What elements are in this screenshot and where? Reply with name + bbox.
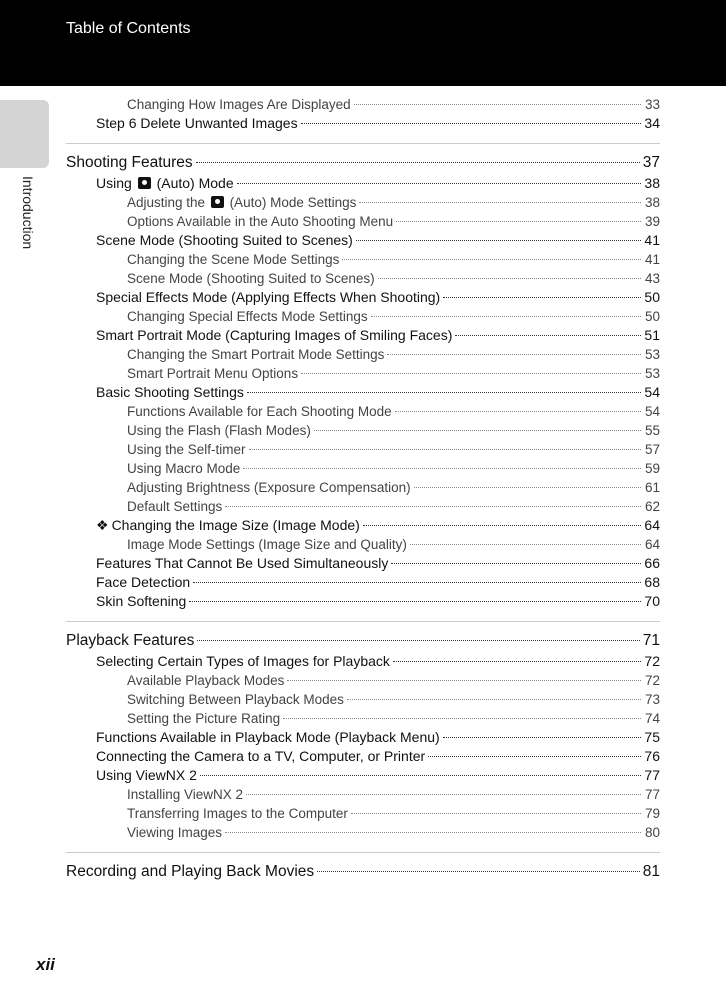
toc-entry-title <box>127 440 246 459</box>
toc-entry-title <box>127 690 344 709</box>
toc-title-text: Changing the Image Size (Image Mode) <box>111 517 360 533</box>
toc-title-part: (Auto) Mode Settings <box>225 195 357 210</box>
toc-title-text: Face Detection <box>96 574 191 590</box>
toc-subsection[interactable] <box>66 402 660 421</box>
toc-subsection[interactable] <box>66 671 660 690</box>
toc-entry-title <box>96 174 234 193</box>
toc-page-number: 50 <box>644 309 660 324</box>
dot-leader <box>301 123 641 124</box>
toc-entry-title <box>127 535 407 554</box>
toc-page-number: 53 <box>644 347 660 362</box>
dot-leader <box>314 430 641 431</box>
toc-subsection[interactable] <box>66 785 660 804</box>
toc-entry-title <box>127 709 280 728</box>
toc-title-text: Transferring Images to the Computer <box>127 806 348 821</box>
toc-entry-title <box>96 326 452 345</box>
toc-subsection[interactable] <box>66 804 660 823</box>
section-tab[interactable] <box>0 100 49 168</box>
toc-entry-title <box>66 152 193 174</box>
toc-title-text: Playback Features <box>66 632 195 649</box>
toc-section[interactable] <box>66 747 660 766</box>
toc-page-number: 39 <box>644 214 660 229</box>
page-number: xii <box>36 955 55 974</box>
toc-page-number: 55 <box>644 423 660 438</box>
toc-title-text: Basic Shooting Settings <box>96 384 244 400</box>
toc-page-number: 54 <box>644 404 660 419</box>
dot-leader <box>246 794 641 795</box>
toc-entry-title <box>96 747 425 766</box>
toc-page-number: 76 <box>644 748 660 764</box>
toc-page-number: 33 <box>644 97 660 112</box>
toc-section[interactable] <box>66 573 660 592</box>
dot-leader <box>410 544 641 545</box>
toc-title-text: Installing ViewNX 2 <box>127 787 244 802</box>
toc-title-text: Changing Special Effects Mode Settings <box>127 309 368 324</box>
dot-leader <box>351 813 641 814</box>
toc-entry-title <box>96 652 390 671</box>
toc-subsection[interactable] <box>66 345 660 364</box>
toc-page-number: 57 <box>644 442 660 457</box>
toc-section[interactable] <box>66 554 660 573</box>
toc-title-text: Adjusting Brightness (Exposure Compensation) <box>127 480 411 495</box>
toc-subsection[interactable] <box>66 497 660 516</box>
toc-page-number: 38 <box>644 175 660 191</box>
toc-section[interactable] <box>66 231 660 250</box>
toc-title-text: Selecting Certain Types of Images for Playback <box>96 653 390 669</box>
toc-page-number: 50 <box>644 289 660 305</box>
toc-entry-title <box>96 516 360 535</box>
dot-leader <box>301 373 641 374</box>
toc-chapter[interactable] <box>66 630 660 652</box>
toc-entry-title <box>96 766 197 785</box>
dot-leader <box>317 871 640 872</box>
toc-entry-title <box>96 114 298 133</box>
toc-subsection[interactable] <box>66 459 660 478</box>
dot-leader <box>356 240 641 241</box>
toc-title-text: Special Effects Mode (Applying Effects When Shooting) <box>96 289 441 305</box>
toc-title-text: Using the Flash (Flash Modes) <box>127 423 311 438</box>
toc-title-text: Changing How Images Are Displayed <box>127 97 351 112</box>
toc-page-number: 77 <box>644 787 660 802</box>
toc-page-number: 77 <box>644 767 660 783</box>
toc-page-number: 54 <box>644 384 660 400</box>
toc-page-number: 61 <box>644 480 660 495</box>
dot-leader <box>354 104 641 105</box>
toc-section[interactable] <box>66 592 660 611</box>
toc-page-number: 81 <box>642 863 660 880</box>
toc-page-number: 70 <box>644 593 660 609</box>
toc-section[interactable] <box>66 174 660 193</box>
dot-leader <box>225 506 641 507</box>
toc-title-text: Image Mode Settings (Image Size and Quality) <box>127 537 407 552</box>
camera-icon <box>138 177 151 189</box>
toc-subsection[interactable] <box>66 212 660 231</box>
toc-page-number: 72 <box>644 653 660 669</box>
toc-title-text: Functions Available in Playback Mode (Playback Menu) <box>96 729 440 745</box>
section-tab-label: Introduction <box>20 176 36 250</box>
dot-leader <box>193 582 641 583</box>
toc-entry-title <box>127 421 311 440</box>
toc-title-text: Setting the Picture Rating <box>127 711 281 726</box>
dot-leader <box>391 563 641 564</box>
toc-title-text: Options Available in the Auto Shooting Menu <box>127 214 394 229</box>
toc-entry-title <box>96 288 440 307</box>
toc-title-text: Changing the Smart Portrait Mode Settings <box>127 347 385 362</box>
toc-page-number: 72 <box>644 673 660 688</box>
toc-section[interactable] <box>66 652 660 671</box>
section-divider <box>66 143 660 144</box>
dot-leader <box>395 411 641 412</box>
dot-leader <box>197 640 639 641</box>
toc-title-part: Using <box>96 175 136 191</box>
toc-page-number: 51 <box>644 327 660 343</box>
toc-title-text: Scene Mode (Shooting Suited to Scenes) <box>127 271 375 286</box>
toc-page-number: 53 <box>644 366 660 381</box>
toc-chapter[interactable] <box>66 152 660 174</box>
toc-page-number: 74 <box>644 711 660 726</box>
toc-subsection[interactable] <box>66 421 660 440</box>
toc-page-number: 41 <box>644 252 660 267</box>
toc-page-number: 43 <box>644 271 660 286</box>
toc-subsection[interactable] <box>66 535 660 554</box>
toc-entry-title <box>127 345 384 364</box>
toc-subsection[interactable] <box>66 307 660 326</box>
toc-page-number: 73 <box>644 692 660 707</box>
dot-leader <box>283 718 641 719</box>
section-divider <box>66 852 660 853</box>
toc-title-text: Shooting Features <box>66 154 193 171</box>
dot-leader <box>363 525 641 526</box>
toc-subsection[interactable] <box>66 250 660 269</box>
toc-entry-title <box>96 573 190 592</box>
toc-subsection[interactable] <box>66 193 660 212</box>
dot-leader <box>371 316 641 317</box>
toc-entry-title <box>127 250 339 269</box>
toc-page-number: 59 <box>644 461 660 476</box>
toc-title-text: Changing the Scene Mode Settings <box>127 252 340 267</box>
toc-title-text: Skin Softening <box>96 593 187 609</box>
toc-entry-title <box>127 478 411 497</box>
dot-leader <box>428 756 641 757</box>
toc-page-number: 38 <box>644 195 660 210</box>
dot-leader <box>396 221 641 222</box>
toc-title-text: Step 6 Delete Unwanted Images <box>96 115 298 131</box>
toc-subsection[interactable] <box>66 269 660 288</box>
toc-title-text: Scene Mode (Shooting Suited to Scenes) <box>96 232 353 248</box>
dot-leader <box>189 601 641 602</box>
dot-leader <box>443 737 641 738</box>
toc-title-text: Viewing Images <box>127 825 223 840</box>
toc-section[interactable] <box>66 326 660 345</box>
toc-entry-title <box>127 307 368 326</box>
toc-entry-title <box>96 728 440 747</box>
toc-entry-title <box>127 212 393 231</box>
toc-subsection[interactable] <box>66 690 660 709</box>
toc-page-number: 79 <box>644 806 660 821</box>
toc-entry-title <box>127 269 375 288</box>
toc-page-number: 68 <box>644 574 660 590</box>
toc-entry-title <box>127 364 298 383</box>
toc-page-number: 64 <box>644 517 660 533</box>
toc-entry-title <box>127 671 284 690</box>
toc-title-part: (Auto) Mode <box>152 175 234 191</box>
toc-title-text: Using Macro Mode <box>127 461 241 476</box>
toc-title-text: Features That Cannot Be Used Simultaneously <box>96 555 389 571</box>
dot-leader <box>387 354 641 355</box>
dot-leader <box>455 335 641 336</box>
toc-subsection[interactable] <box>66 95 660 114</box>
toc-title-text: Smart Portrait Mode (Capturing Images of Smiling Faces) <box>96 327 453 343</box>
toc-page-number: 37 <box>642 154 660 171</box>
toc-entry-title <box>66 630 194 652</box>
section-divider <box>66 621 660 622</box>
toc-section[interactable] <box>66 728 660 747</box>
toc-title-text: Using ViewNX 2 <box>96 767 197 783</box>
toc-entry-title <box>127 95 351 114</box>
toc-chapter[interactable] <box>66 861 660 883</box>
toc-page-number: 66 <box>644 555 660 571</box>
dot-leader <box>443 297 641 298</box>
toc-entry-title <box>127 497 222 516</box>
image-mode-icon: ❖ <box>96 517 109 533</box>
toc-subsection[interactable] <box>66 823 660 842</box>
toc-subsection[interactable] <box>66 478 660 497</box>
toc-entry-title <box>127 804 348 823</box>
dot-leader <box>347 699 641 700</box>
toc-page-number: 71 <box>642 632 660 649</box>
toc-page-number: 75 <box>644 729 660 745</box>
toc-entry-title <box>96 231 353 250</box>
toc-title-text: Default Settings <box>127 499 223 514</box>
toc-section[interactable] <box>66 383 660 402</box>
page-header <box>0 0 726 86</box>
dot-leader <box>200 775 641 776</box>
toc-page-number: 80 <box>644 825 660 840</box>
dot-leader <box>249 449 641 450</box>
toc-title-text: Recording and Playing Back Movies <box>66 863 315 880</box>
header-title: Table of Contents <box>66 20 191 37</box>
dot-leader <box>414 487 641 488</box>
camera-icon <box>211 196 224 208</box>
toc-subsection[interactable] <box>66 364 660 383</box>
toc-title-text: Connecting the Camera to a TV, Computer, or Printer <box>96 748 426 764</box>
toc-title-text: Smart Portrait Menu Options <box>127 366 299 381</box>
toc-entry-title <box>127 823 222 842</box>
dot-leader <box>393 661 641 662</box>
dot-leader <box>196 162 640 163</box>
toc-section[interactable] <box>66 516 660 535</box>
dot-leader <box>378 278 641 279</box>
toc-section[interactable] <box>66 288 660 307</box>
toc-section[interactable] <box>66 766 660 785</box>
toc-subsection[interactable] <box>66 709 660 728</box>
toc-page-number: 34 <box>644 115 660 131</box>
dot-leader <box>247 392 641 393</box>
toc-entry-title <box>66 861 314 883</box>
toc-entry-title <box>96 592 186 611</box>
toc-title-part: Adjusting the <box>127 195 209 210</box>
toc-page-number: 41 <box>644 232 660 248</box>
toc-section[interactable] <box>66 114 660 133</box>
toc-entry-title <box>96 554 388 573</box>
toc-entry-title <box>127 402 392 421</box>
dot-leader <box>243 468 641 469</box>
toc-subsection[interactable] <box>66 440 660 459</box>
toc-title-text: Using the Self-timer <box>127 442 246 457</box>
dot-leader <box>342 259 641 260</box>
toc-entry-title <box>127 785 243 804</box>
table-of-contents <box>66 95 660 883</box>
toc-title-text: Functions Available for Each Shooting Mode <box>127 404 392 419</box>
dot-leader <box>237 183 641 184</box>
toc-entry-title <box>127 193 356 212</box>
toc-title-text: Available Playback Modes <box>127 673 285 688</box>
toc-title-text: Switching Between Playback Modes <box>127 692 344 707</box>
toc-page-number: 62 <box>644 499 660 514</box>
toc-page-number: 64 <box>644 537 660 552</box>
dot-leader <box>225 832 641 833</box>
toc-entry-title <box>96 383 244 402</box>
dot-leader <box>359 202 641 203</box>
dot-leader <box>287 680 641 681</box>
toc-entry-title <box>127 459 240 478</box>
